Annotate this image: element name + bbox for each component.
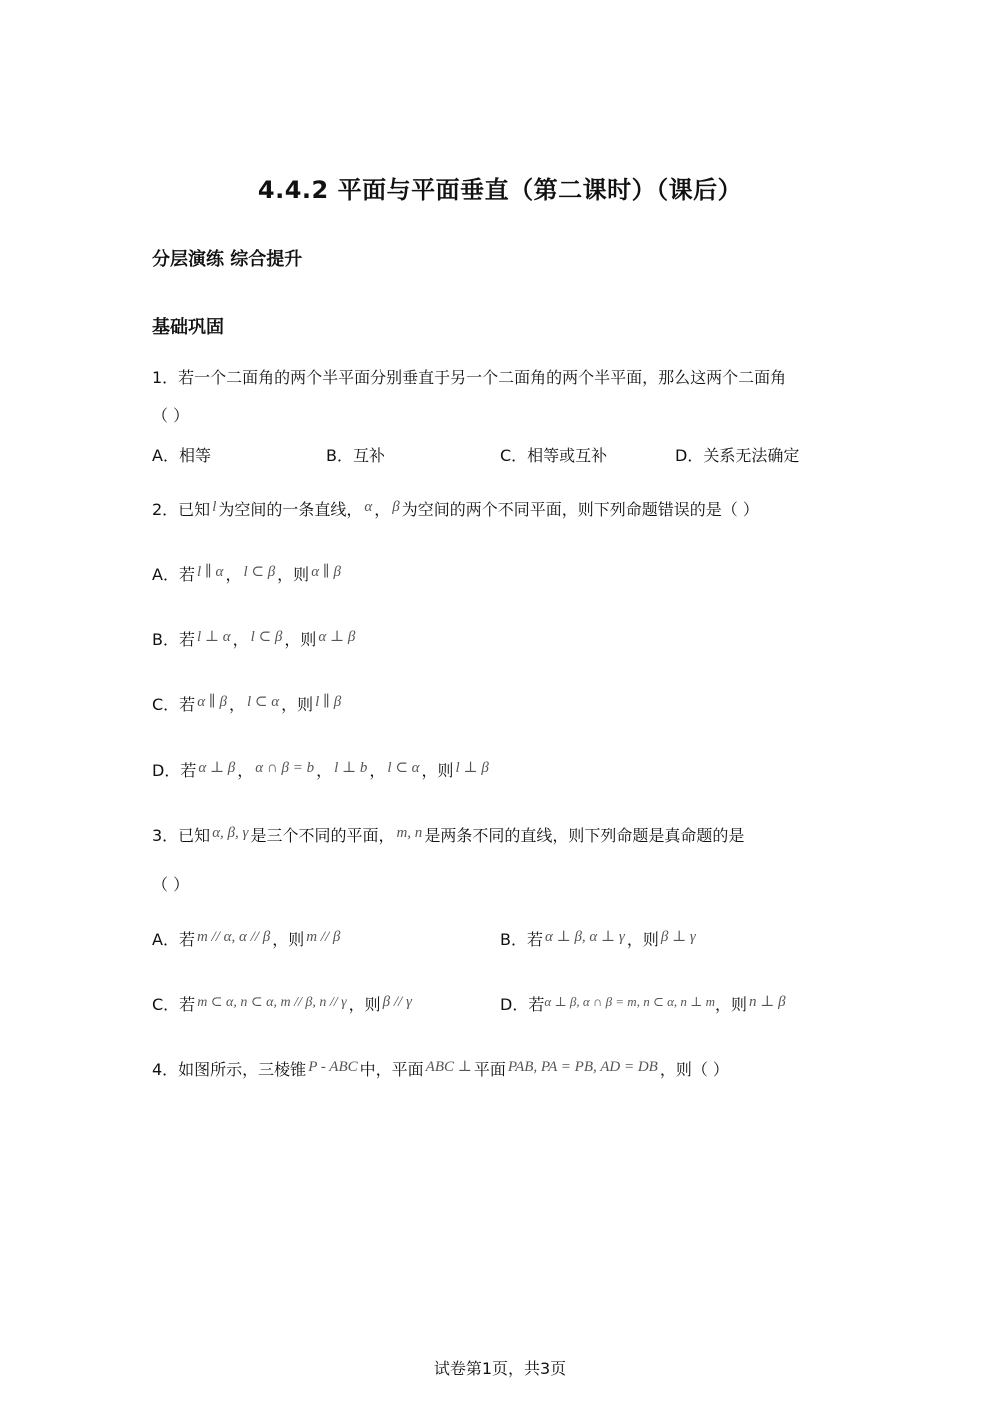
separator: ， xyxy=(369,761,386,780)
q2-math-l: l xyxy=(212,499,217,515)
separator: ，则 xyxy=(272,930,305,949)
math-expr: l ⊂ β xyxy=(243,564,276,580)
option-label: D．若 xyxy=(500,995,545,1014)
math-expr: α, β, γ xyxy=(212,825,249,841)
separator: ， xyxy=(237,761,254,780)
option-label: D．若 xyxy=(152,761,197,780)
q3-stem-text: 3．已知 xyxy=(152,826,211,845)
q2-stem xyxy=(152,496,759,521)
q4-stem-text: ，则（ ） xyxy=(659,1060,729,1079)
separator: ，则 xyxy=(348,995,381,1014)
math-expr: α ⊥ β xyxy=(318,629,356,645)
q2-option-c xyxy=(152,691,343,716)
math-expr: α ⊥ β, α ∩ β = m, n ⊂ α, n ⊥ m xyxy=(544,994,716,1009)
q3-option-c xyxy=(152,991,414,1016)
separator: ，则 xyxy=(277,565,310,584)
q3-option-d xyxy=(500,991,788,1016)
math-expr: β ⊥ γ xyxy=(660,929,696,945)
math-expr: l ⊥ β xyxy=(455,760,489,776)
math-expr: l ⊂ α xyxy=(387,760,420,776)
q2-stem-text: 为空间的两个不同平面，则下列命题错误的是（ ） xyxy=(401,500,759,519)
q3-stem-text: 是两条不同的直线，则下列命题是真命题的是 xyxy=(424,826,745,845)
q3-stem-text: 是三个不同的平面， xyxy=(250,826,395,845)
q4-stem-text: 4．如图所示，三棱锥 xyxy=(152,1060,307,1079)
q4-stem xyxy=(152,1056,729,1081)
math-expr: β // γ xyxy=(382,994,412,1010)
math-expr: α ∥ β xyxy=(311,564,341,580)
q2-math-beta: β xyxy=(392,499,400,515)
q3-stem-line2: （ ） xyxy=(152,875,190,894)
page-title: 4.4.2 平面与平面垂直（第二课时）（课后） xyxy=(257,176,743,204)
math-expr: m // β xyxy=(306,929,341,945)
option-label: C．若 xyxy=(152,995,196,1014)
option-label: A．若 xyxy=(152,565,195,584)
math-expr: l ∥ β xyxy=(315,694,342,710)
q2-option-d xyxy=(152,757,491,782)
option-label: A．若 xyxy=(152,930,195,949)
page-footer: 试卷第1页，共3页 xyxy=(433,1359,567,1378)
q4-stem-text: 平面 xyxy=(473,1060,506,1079)
separator: ，则 xyxy=(715,995,748,1014)
math-expr: α ∥ β xyxy=(197,694,227,710)
section-heading-basic-consolidation: 基础巩固 xyxy=(152,317,224,338)
q1-option-d: D．关系无法确定 xyxy=(675,446,800,465)
separator: ，则 xyxy=(284,630,317,649)
math-expr: PAB, PA = PB, AD = DB xyxy=(507,1059,658,1075)
q3-option-a xyxy=(152,926,342,951)
separator: ， xyxy=(232,630,249,649)
math-expr: ABC ⊥ xyxy=(425,1059,472,1075)
math-expr: l ⊥ b xyxy=(334,760,368,776)
q2-option-b xyxy=(152,626,357,651)
math-expr: l ⊂ α xyxy=(246,694,280,710)
q2-math-alpha: α xyxy=(364,499,373,515)
q1-option-c: C．相等或互补 xyxy=(500,446,608,465)
math-expr: α ∩ β = b xyxy=(255,760,315,776)
q2-stem-text: ， xyxy=(374,500,391,519)
separator: ，则 xyxy=(421,761,454,780)
q1-stem-line2: （ ） xyxy=(152,406,190,425)
math-expr: m ⊂ α, n ⊂ α, m // β, n // γ xyxy=(197,995,347,1010)
section-heading-layered-practice: 分层演练 综合提升 xyxy=(152,249,303,270)
q2-stem-text: 2．已知 xyxy=(152,500,211,519)
separator: ，则 xyxy=(626,930,659,949)
q2-stem-text: 为空间的一条直线， xyxy=(218,500,363,519)
math-expr: m // α, α // β xyxy=(196,929,271,945)
q4-stem-text: 中，平面 xyxy=(359,1060,424,1079)
q1-option-a: A．相等 xyxy=(152,446,211,465)
math-expr: l ∥ α xyxy=(196,564,224,580)
option-label: C．若 xyxy=(152,695,196,714)
math-expr: l ⊂ β xyxy=(250,629,283,645)
math-expr: n ⊥ β xyxy=(749,994,786,1010)
separator: ， xyxy=(316,761,333,780)
q3-stem xyxy=(152,822,744,847)
separator: ， xyxy=(225,565,242,584)
option-label: B．若 xyxy=(500,930,543,949)
q3-option-b xyxy=(500,926,698,951)
separator: ，则 xyxy=(281,695,314,714)
math-expr: α ⊥ β, α ⊥ γ xyxy=(544,929,625,945)
q1-option-b: B．互补 xyxy=(326,446,385,465)
q1-stem-line1: 1．若一个二面角的两个半平面分别垂直于另一个二面角的两个半平面，那么这两个二面角 xyxy=(152,368,787,387)
option-label: B．若 xyxy=(152,630,195,649)
math-expr: P - ABC xyxy=(308,1059,358,1075)
separator: ， xyxy=(228,695,245,714)
math-expr: α ⊥ β xyxy=(198,760,236,776)
math-expr: m, n xyxy=(396,825,423,841)
q2-option-a xyxy=(152,561,343,586)
math-expr: l ⊥ α xyxy=(196,629,231,645)
